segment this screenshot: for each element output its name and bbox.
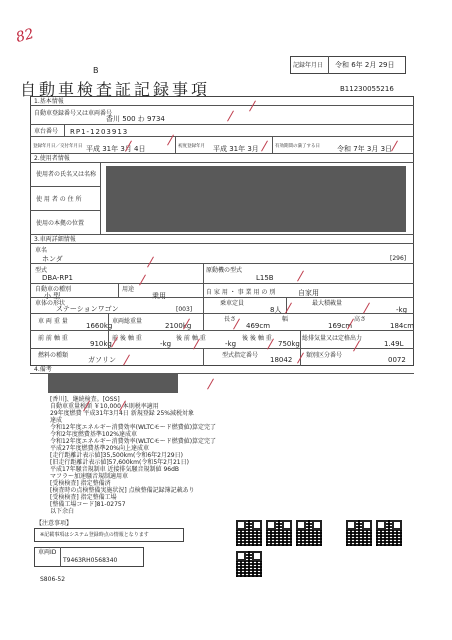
gross-label: 車両総重量 <box>112 318 143 325</box>
purpose-label: 自 家 用 ・ 事 業 用 の 別 <box>206 289 276 296</box>
qr-code <box>266 520 292 546</box>
b-mark: B <box>93 66 99 75</box>
user-name-label: 使用者の氏名又は名称 <box>36 171 97 178</box>
expiry-value: 令和 7年 3月 3日 <box>337 145 393 153</box>
remark-line: 令和2年度燃費基準102%達成車 <box>50 431 137 438</box>
engine-value: L15B <box>256 274 274 282</box>
height-value: 184cm <box>390 322 415 330</box>
weight-value: 1660kg <box>86 322 113 330</box>
category-label: 類別区分番号 <box>306 352 343 359</box>
model-id-label: 型式指定番号 <box>222 352 259 359</box>
first-year-label: 初度登録年月 <box>178 144 205 149</box>
form-number: S806-52 <box>40 576 66 583</box>
remark-line: 平成17年騒音規制車 近接排気騒音規制値 96dB <box>50 466 180 473</box>
chassis-value: RP1-1203913 <box>70 128 129 136</box>
gross-value: 2100kg <box>165 322 192 330</box>
section3-title: 3.車両詳細情報 <box>34 236 76 243</box>
redacted-user-info <box>106 166 406 232</box>
remark-line: 以下余白 <box>50 508 75 515</box>
remark-line: 自動車重量税額 ￥10,000 本則税率適用 <box>50 403 159 410</box>
remark-line: [受検検査] 指定整備済 <box>50 480 111 487</box>
height-label: 高さ <box>354 316 367 323</box>
remark-line: [旧走行距離計表示値]57,600km(令和5年2月21日) <box>50 459 189 466</box>
maker-value: ホンダ <box>42 255 63 263</box>
remark-line: [受検検査] 指定整備工場 <box>50 494 117 501</box>
qr-code <box>236 551 262 577</box>
reg-value: 香川 500 わ 9734 <box>106 115 165 123</box>
weight-label: 車 両 重 量 <box>38 318 68 325</box>
capacity-label: 乗車定員 <box>220 300 245 307</box>
capacity-value: 8人 <box>270 306 282 314</box>
remark-line: マフラー加速騒音規制適用車 <box>50 473 129 480</box>
first-year-value: 平成 31年 3月 <box>213 145 259 153</box>
remark-line: [香川]、継続検査。[OSS] <box>50 396 120 403</box>
remarks-block <box>50 396 270 515</box>
remark-line: 令和12年度エネルギー消費効率(WLTCモード燃費値)算定完了 <box>50 438 217 445</box>
base-label: 使用の本拠の位置 <box>36 220 85 227</box>
shape-label: 車体の形状 <box>35 300 66 307</box>
record-date: 令和 6年 2月 29日 <box>335 61 395 69</box>
rr-label: 後 後 軸 重 <box>242 335 272 342</box>
remark-line: [整備工場コード]81-02757 <box>50 501 126 508</box>
qr-code <box>296 520 322 546</box>
displacement-value: 1.49L <box>384 340 404 348</box>
model-label: 型式 <box>35 267 48 274</box>
handwritten-number: 82 <box>14 25 36 47</box>
qr-code <box>346 520 372 546</box>
remark-line: 29年度燃費 平成31年3月4日 新規登録 25%減税対象 <box>50 410 194 417</box>
reg-label: 自動車登録番号又は車両番号 <box>34 110 113 117</box>
kind-label: 自動車の種別 <box>35 286 72 293</box>
shape-value: ステーションワゴン <box>56 305 119 313</box>
qr-code <box>236 520 262 546</box>
section1-title: 1.基本情報 <box>34 98 64 105</box>
vehicle-id-label: 車両ID <box>38 549 57 556</box>
redacted-remark <box>48 373 178 393</box>
model-id-value: 18042 <box>270 356 293 364</box>
ff-value: 910kg <box>90 340 112 348</box>
check-mark <box>207 379 214 390</box>
length-label: 長さ <box>224 316 237 323</box>
fr-value: -kg <box>160 340 172 348</box>
section4-title: 4.備考 <box>34 366 52 373</box>
remark-line: [検査時の点検整備実施状況] 点検整備記録簿記載あり <box>50 487 195 494</box>
qr-code <box>376 520 402 546</box>
kind-value: 小 型 <box>44 292 61 300</box>
maker-code: [296] <box>390 255 407 262</box>
engine-label: 原動機の型式 <box>206 267 243 274</box>
remark-line: 平成27年度燃費基準20%向上達成車 <box>50 445 149 452</box>
use-value: 乗用 <box>152 292 166 300</box>
page-title: 自動車検査証記録事項 <box>20 80 211 99</box>
rf-value: -kg <box>225 340 237 348</box>
fuel-value: ガソリン <box>88 356 116 364</box>
record-date-label: 記録年月日 <box>293 62 324 69</box>
length-value: 469cm <box>246 322 271 330</box>
model-value: DBA-RP1 <box>42 274 73 282</box>
rf-label: 後 前 軸 重 <box>176 335 206 342</box>
width-label: 幅 <box>282 316 289 323</box>
expiry-label: 有効期間の満了する日 <box>275 144 320 149</box>
category-value: 0072 <box>388 356 406 364</box>
use-label: 用途 <box>122 286 135 293</box>
width-value: 169cm <box>328 322 353 330</box>
purpose-value: 自家用 <box>298 289 319 297</box>
shape-code: [003] <box>176 306 193 313</box>
remark-line: 令和12年度エネルギー消費効率(WLTCモード燃費値)算定完了 <box>50 424 217 431</box>
displacement-label: 総排気量又は定格出力 <box>302 335 363 342</box>
fr-label: 前 後 軸 重 <box>112 335 142 342</box>
vehicle-id-value: T9463RH0568340 <box>63 557 118 564</box>
fuel-label: 燃料の種類 <box>38 352 69 359</box>
max-load-value: -kg <box>396 306 408 314</box>
first-reg-value: 平成 31年 3月 4日 <box>86 145 146 153</box>
first-reg-label: 登録年月日／交付年月日 <box>33 144 83 149</box>
notice-title: 【注意事項】 <box>36 520 73 527</box>
max-load-label: 最大積載量 <box>312 300 343 307</box>
maker-label: 車名 <box>35 247 48 254</box>
document-number: B11230055216 <box>340 85 394 93</box>
chassis-label: 車台番号 <box>34 128 59 135</box>
section2-title: 2.使用者情報 <box>34 155 70 162</box>
notice-text: ※記載事項はシステム登録時点の情報となります <box>40 532 149 538</box>
user-address-label: 使 用 者 の 住 所 <box>36 196 82 203</box>
remark-line: [走行距離計表示値]35,500km(令和6年2月29日) <box>50 452 183 459</box>
rr-value: 750kg <box>278 340 300 348</box>
ff-label: 前 前 軸 重 <box>38 335 68 342</box>
remark-line: 達成 <box>50 417 63 424</box>
